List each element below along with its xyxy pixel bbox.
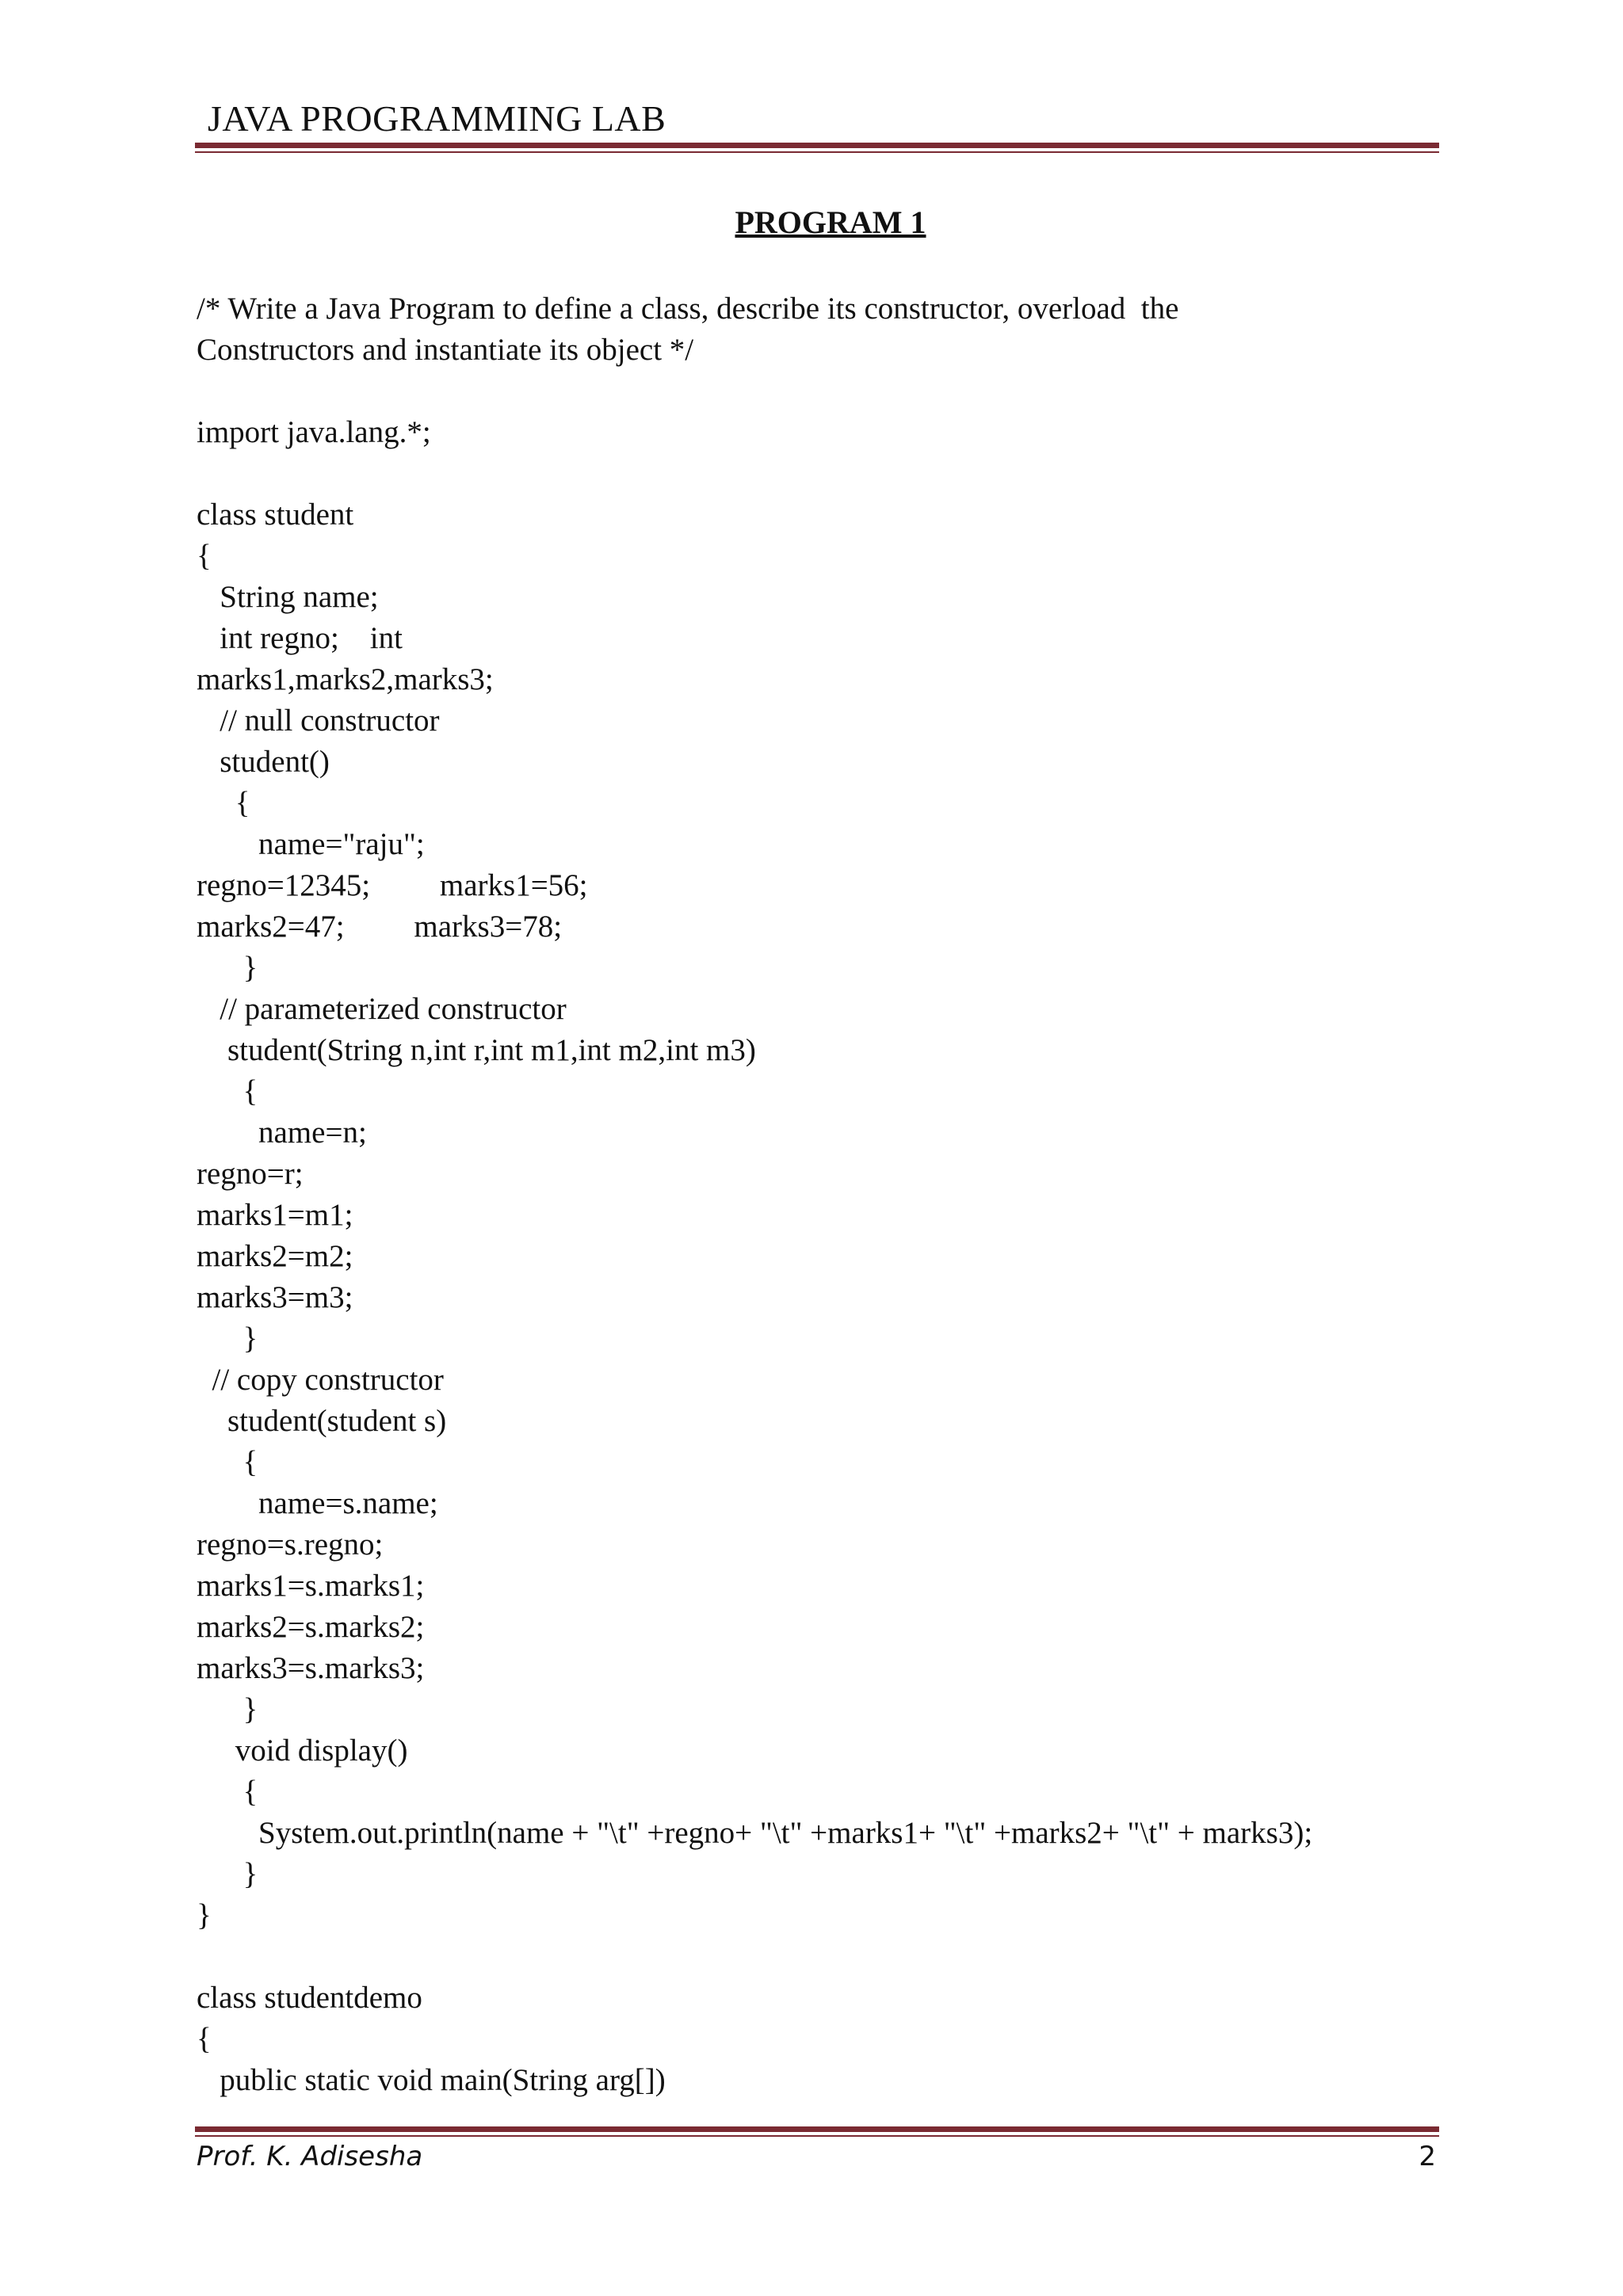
code-line: } xyxy=(197,1322,258,1356)
code-line: // parameterized constructor xyxy=(197,992,567,1026)
code-line: String name; xyxy=(197,580,379,614)
code-line xyxy=(197,1936,1312,1978)
code-line: } xyxy=(197,1692,258,1726)
header-rule-thick xyxy=(195,143,1439,148)
code-line: marks2=m2; xyxy=(197,1239,353,1273)
code-line: regno=r; xyxy=(197,1157,304,1191)
code-block xyxy=(197,288,1312,2101)
footer-rule-thin xyxy=(195,2135,1439,2137)
code-line: name="raju"; xyxy=(197,827,425,861)
code-line xyxy=(197,371,1312,412)
code-line: name=s.name; xyxy=(197,1486,438,1520)
code-line: student(student s) xyxy=(197,1404,447,1438)
code-line xyxy=(197,453,1312,494)
code-line: regno=12345; marks1=56; xyxy=(197,868,588,902)
code-line: marks3=m3; xyxy=(197,1280,353,1314)
code-line: public static void main(String arg[]) xyxy=(197,2063,666,2097)
code-line: marks1=s.marks1; xyxy=(197,1569,425,1603)
code-line: student(String n,int r,int m1,int m2,int m3) xyxy=(197,1033,756,1067)
code-line: class studentdemo xyxy=(197,1981,422,2015)
code-line: // copy constructor xyxy=(197,1363,444,1397)
code-line: { xyxy=(197,1074,258,1108)
code-line: marks1=m1; xyxy=(197,1198,353,1232)
code-line: { xyxy=(197,2022,212,2056)
code-line: class student xyxy=(197,498,354,532)
code-line: { xyxy=(197,786,250,820)
program-title: PROGRAM 1 xyxy=(735,204,926,240)
code-line: import java.lang.*; xyxy=(197,415,431,449)
code-line: void display() xyxy=(197,1733,408,1768)
code-line: marks2=47; marks3=78; xyxy=(197,910,563,944)
code-line: marks3=s.marks3; xyxy=(197,1651,425,1685)
page-number: 2 xyxy=(1419,2141,1436,2172)
code-line: Constructors and instantiate its object */ xyxy=(197,333,694,367)
header-rule-thin xyxy=(195,151,1439,153)
code-line: marks1,marks2,marks3; xyxy=(197,662,494,696)
header-title: JAVA PROGRAMMING LAB xyxy=(208,98,666,139)
code-line: { xyxy=(197,539,212,573)
code-line: { xyxy=(197,1445,258,1479)
code-line: System.out.println(name + "\t" +regno+ "\t" +marks1+ "\t" +marks2+ "\t" + marks3); xyxy=(197,1816,1313,1850)
code-line: student() xyxy=(197,745,330,779)
code-line: marks2=s.marks2; xyxy=(197,1610,425,1644)
code-line: /* Write a Java Program to define a class, describe its constructor, overload the xyxy=(197,292,1179,326)
footer-author: Prof. K. Adisesha xyxy=(197,2141,423,2172)
code-line: } xyxy=(197,951,258,985)
code-line: { xyxy=(197,1775,258,1809)
code-line: int regno; int xyxy=(197,621,403,655)
code-line: name=n; xyxy=(197,1116,367,1150)
footer-rule-thick xyxy=(195,2126,1439,2132)
code-line: regno=s.regno; xyxy=(197,1527,384,1562)
code-line: } xyxy=(197,1898,212,1932)
code-line: } xyxy=(197,1857,258,1891)
code-line: // null constructor xyxy=(197,704,440,738)
